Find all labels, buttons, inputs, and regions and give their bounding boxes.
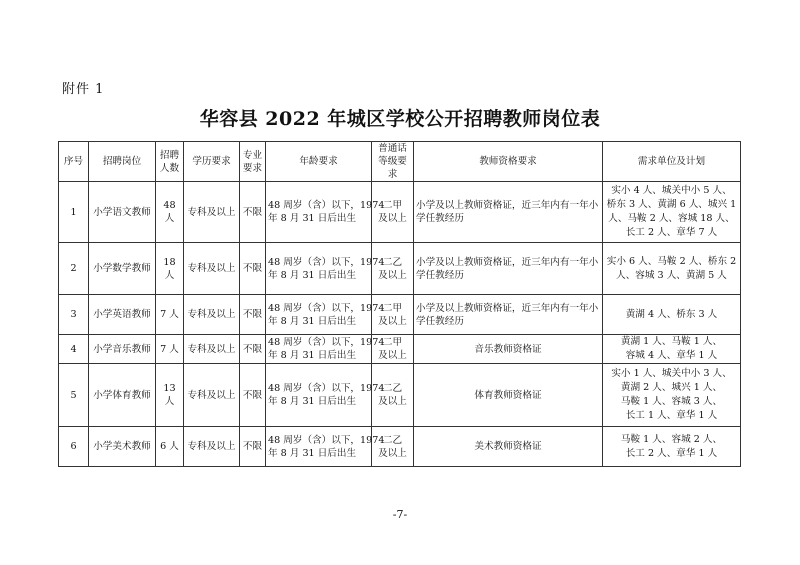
cell-position: [89, 427, 156, 467]
qualification-text: 小学及以上教师资格证，近三年内有一年小学任教经历: [416, 200, 599, 224]
page-title: 华容县 2022 年城区学校公开招聘教师岗位表: [199, 108, 601, 130]
cell-major: [240, 427, 266, 467]
cell-index: [59, 427, 89, 467]
age-line: 年 8 月 31 日后出生: [268, 396, 357, 407]
cell-education: [184, 335, 240, 364]
mandarin-line: 二甲: [382, 337, 403, 348]
age-line: 48 周岁（含）以下，1974: [268, 200, 385, 211]
position-text: 小学美术教师: [93, 441, 151, 452]
cell-age: [266, 295, 385, 335]
age-line: 48 周岁（含）以下，1974: [268, 383, 385, 394]
count-text: 7 人: [160, 343, 179, 355]
cell-position: [89, 364, 156, 427]
cell-position: [89, 295, 156, 335]
cell-count: [156, 295, 184, 335]
units-line: 容城 4 人、章华 1 人: [625, 350, 718, 361]
age-line: 48 周岁（含）以下，1974: [268, 302, 385, 314]
cell-position: [89, 335, 156, 364]
recruitment-table: [58, 141, 741, 467]
units-line: 人、容城 3 人、黄湖 5 人: [616, 269, 727, 281]
age-line: 48 周岁（含）以下，1974: [268, 337, 385, 348]
header-mandarin: 普通话等级要求: [372, 142, 414, 182]
count-text: 13 人: [163, 383, 176, 407]
cell-qualification: [414, 243, 603, 295]
units-line: 实小 1 人、城关中小 3 人、: [611, 368, 732, 379]
index-text: 3: [70, 309, 77, 320]
cell-age: [266, 364, 385, 427]
page-number: -7-: [392, 508, 408, 521]
major-text: 不限: [242, 343, 263, 355]
education-text: 专科及以上: [187, 389, 236, 401]
mandarin-line: 及以上: [378, 213, 407, 224]
age-line: 48 周岁（含）以下，1974: [268, 434, 385, 446]
major-text: 不限: [242, 309, 263, 320]
units-line: 长工 2 人、章华 7 人: [625, 227, 718, 238]
cell-mandarin: [372, 364, 414, 427]
units-line: 实小 6 人、马鞍 2 人、桥东 2: [606, 255, 737, 267]
cell-count: [156, 427, 184, 467]
cell-index: [59, 295, 89, 335]
position-text: 小学音乐教师: [93, 343, 151, 355]
cell-index: [59, 335, 89, 364]
cell-units: [603, 335, 741, 364]
education-text: 专科及以上: [187, 343, 236, 355]
cell-age: [266, 427, 385, 467]
cell-qualification: [414, 427, 603, 467]
header-index: 序号: [59, 142, 89, 182]
qualification-text: 音乐教师资格证: [474, 343, 542, 355]
table-body: [59, 182, 741, 467]
cell-age: [266, 243, 385, 295]
index-text: 6: [70, 441, 77, 452]
education-text: 专科及以上: [187, 263, 236, 274]
mandarin-line: 及以上: [378, 269, 407, 281]
units-line: 黄湖 4 人、桥东 3 人: [625, 308, 718, 320]
header-major: 专业要求: [240, 142, 266, 182]
cell-qualification: [414, 335, 603, 364]
mandarin-line: 二甲: [382, 302, 403, 314]
position-text: 小学语文教师: [93, 206, 151, 218]
mandarin-line: 及以上: [378, 396, 407, 407]
cell-index: [59, 243, 89, 295]
header-education: 学历要求: [184, 142, 240, 182]
cell-major: [240, 364, 266, 427]
cell-units: [603, 295, 741, 335]
cell-qualification: [414, 295, 603, 335]
cell-age: [266, 182, 385, 243]
table-row: [59, 295, 741, 335]
cell-units: [603, 364, 741, 427]
cell-count: [156, 364, 184, 427]
cell-major: [240, 295, 266, 335]
age-line: 年 8 月 31 日后出生: [268, 447, 357, 459]
cell-units: [603, 243, 741, 295]
count-text: 48 人: [163, 200, 176, 224]
cell-education: [184, 295, 240, 335]
qualification-text: 体育教师资格证: [474, 389, 542, 401]
header-units: 需求单位及计划: [603, 142, 741, 182]
cell-major: [240, 182, 266, 243]
count-text: 7 人: [160, 309, 179, 320]
cell-mandarin: [372, 182, 414, 243]
table-row: [59, 243, 741, 295]
mandarin-line: 及以上: [378, 447, 407, 459]
cell-units: [603, 182, 741, 243]
cell-qualification: [414, 182, 603, 243]
units-line: 黄湖 2 人、城兴 1 人、: [620, 382, 723, 393]
index-text: 1: [70, 206, 77, 218]
mandarin-line: 二乙: [382, 383, 403, 394]
cell-position: [89, 243, 156, 295]
cell-mandarin: [372, 295, 414, 335]
units-line: 马鞍 1 人、容城 2 人、: [620, 433, 723, 445]
header-age: 年龄要求: [266, 142, 372, 182]
units-line: 长工 2 人、章华 1 人: [625, 447, 718, 459]
cell-qualification: [414, 364, 603, 427]
mandarin-line: 二乙: [382, 256, 403, 268]
major-text: 不限: [242, 389, 263, 401]
position-text: 小学体育教师: [93, 389, 151, 401]
cell-mandarin: [372, 427, 414, 467]
units-line: 桥东 3 人、黄湖 6 人、城兴 1: [606, 199, 737, 210]
table-row: [59, 182, 741, 243]
index-text: 4: [70, 343, 77, 355]
units-line: 长工 1 人、章华 1 人: [625, 410, 718, 421]
header-position: 招聘岗位: [89, 142, 156, 182]
cell-major: [240, 243, 266, 295]
header-qualification: 教师资格要求: [414, 142, 603, 182]
table-row: [59, 335, 741, 364]
education-text: 专科及以上: [187, 441, 236, 452]
qualification-text: 小学及以上教师资格证，近三年内有一年小学任教经历: [416, 302, 599, 327]
cell-education: [184, 427, 240, 467]
major-text: 不限: [242, 441, 263, 452]
mandarin-line: 及以上: [378, 315, 407, 327]
age-line: 48 周岁（含）以下，1974: [268, 256, 385, 268]
age-line: 年 8 月 31 日后出生: [268, 350, 357, 361]
age-line: 年 8 月 31 日后出生: [268, 213, 357, 224]
education-text: 专科及以上: [187, 206, 236, 218]
cell-count: [156, 243, 184, 295]
qualification-text: 小学及以上教师资格证，近三年内有一年小学任教经历: [416, 256, 599, 281]
cell-index: [59, 364, 89, 427]
units-line: 人、马鞍 2 人、容城 18 人、: [608, 213, 735, 224]
mandarin-line: 及以上: [378, 350, 407, 361]
cell-position: [89, 182, 156, 243]
major-text: 不限: [242, 263, 263, 274]
cell-age: [266, 335, 385, 364]
position-text: 小学数学教师: [93, 263, 151, 274]
index-text: 5: [70, 389, 77, 401]
major-text: 不限: [242, 206, 263, 218]
count-text: 6 人: [160, 441, 179, 452]
units-line: 黄湖 1 人、马鞍 1 人、: [620, 336, 723, 347]
cell-mandarin: [372, 243, 414, 295]
cell-units: [603, 427, 741, 467]
qualification-text: 美术教师资格证: [474, 441, 542, 452]
table-header-row: [59, 142, 741, 182]
cell-education: [184, 182, 240, 243]
cell-education: [184, 243, 240, 295]
age-line: 年 8 月 31 日后出生: [268, 269, 357, 281]
table-row: [59, 427, 741, 467]
header-count: 招聘人数: [156, 142, 184, 182]
age-line: 年 8 月 31 日后出生: [268, 315, 357, 327]
cell-major: [240, 335, 266, 364]
cell-count: [156, 335, 184, 364]
cell-count: [156, 182, 184, 243]
attachment-label: 附件 1: [62, 82, 105, 97]
mandarin-line: 二乙: [382, 434, 403, 446]
position-text: 小学英语教师: [93, 309, 151, 320]
units-line: 实小 4 人、城关中小 5 人、: [611, 185, 732, 196]
mandarin-line: 二甲: [382, 200, 403, 211]
education-text: 专科及以上: [187, 309, 236, 320]
index-text: 2: [70, 263, 77, 274]
table-row: [59, 364, 741, 427]
cell-education: [184, 364, 240, 427]
units-line: 马鞍 1 人、容城 3 人、: [620, 396, 723, 407]
cell-index: [59, 182, 89, 243]
count-text: 18 人: [163, 256, 176, 281]
